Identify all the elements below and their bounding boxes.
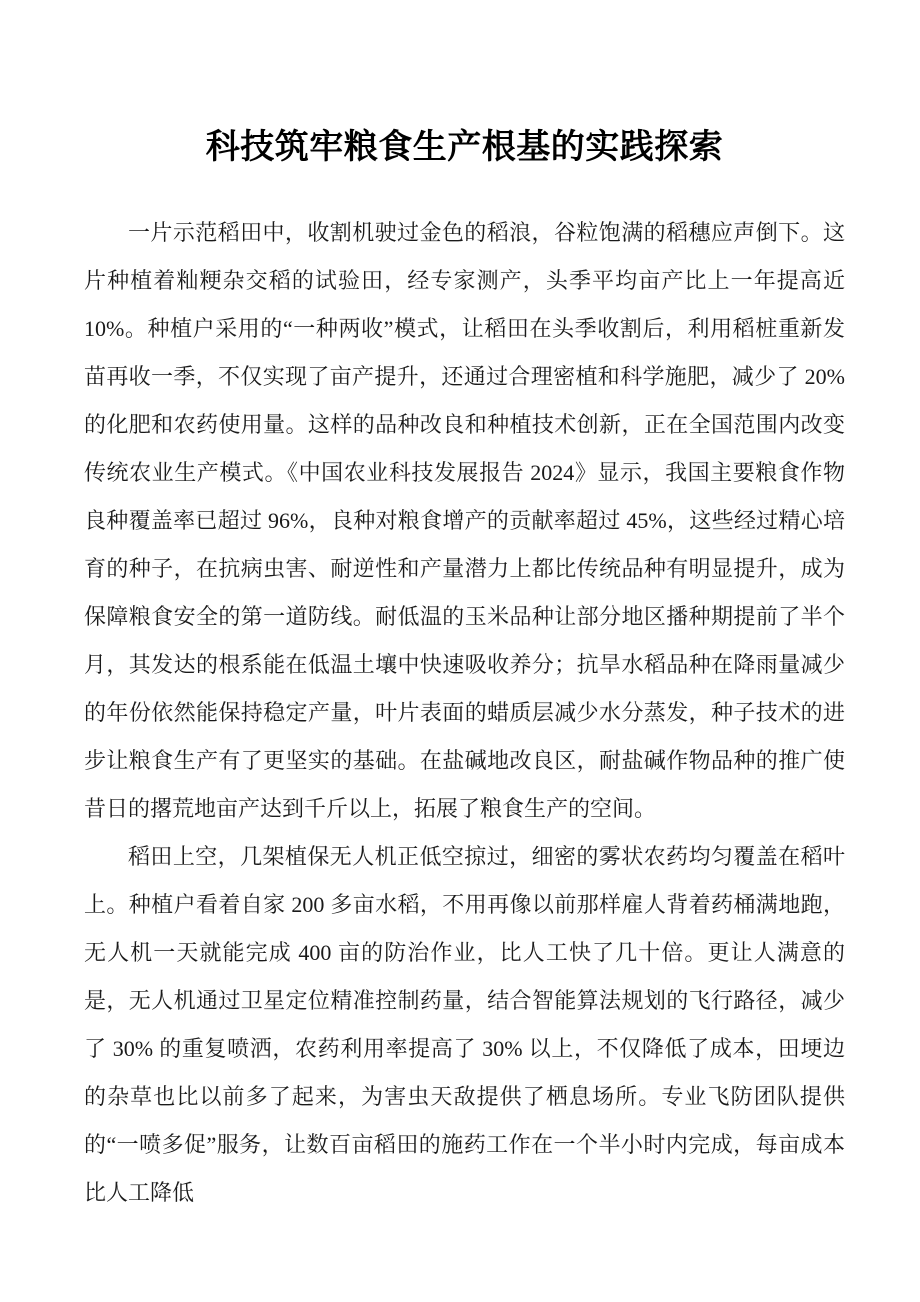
- document-title: 科技筑牢粮食生产根基的实践探索: [205, 127, 724, 167]
- document-body: [84, 209, 845, 1217]
- paragraph-drone-spraying: 稻田上空，几架植保无人机正低空掠过，细密的雾状农药均匀覆盖在稻叶上。种植户看着自家 200 多亩水稻，不用再像以前那样雇人背着药桶满地跑，无人机一天就能完成 400 亩的防治作业，比人工快了几十倍。更让人满意的是，无人机通过卫星定位精准控制药量，结合智能算法规划的飞行路径，减少了 30% 的重复喷洒，农药利用率提高了 30% 以上，不仅降低了成本，田埂边的杂草也比以前多了起来，为害虫天敌提供了栖息场所。专业飞防团队提供的“一喷多促”服务，让数百亩稻田的施药工作在一个半小时内完成，每亩成本比人工降低: [84, 844, 845, 1205]
- paragraph-rice-variety: 一片示范稻田中，收割机驶过金色的稻浪，谷粒饱满的稻穗应声倒下。这片种植着籼粳杂交稻的试验田，经专家测产，头季平均亩产比上一年提高近 10%。种植户采用的“一种两收”模式，让稻田在头季收割后，利用稻桩重新发苗再收一季，不仅实现了亩产提升，还通过合理密植和科学施肥，减少了 20% 的化肥和农药使用量。这样的品种改良和种植技术创新，正在全国范围内改变传统农业生产模式。《中国农业科技发展报告 2024》显示，我国主要粮食作物良种覆盖率已超过 96%，良种对粮食增产的贡献率超过 45%，这些经过精心培育的种子，在抗病虫害、耐逆性和产量潜力上都比传统品种有明显提升，成为保障粮食安全的第一道防线。耐低温的玉米品种让部分地区播种期提前了半个月，其发达的根系能在低温土壤中快速吸收养分；抗旱水稻品种在降雨量减少的年份依然能保持稳定产量，叶片表面的蜡质层减少水分蒸发，种子技术的进步让粮食生产有了更坚实的基础。在盐碱地改良区，耐盐碱作物品种的推广使昔日的撂荒地亩产达到千斤以上，拓展了粮食生产的空间。: [84, 220, 845, 821]
